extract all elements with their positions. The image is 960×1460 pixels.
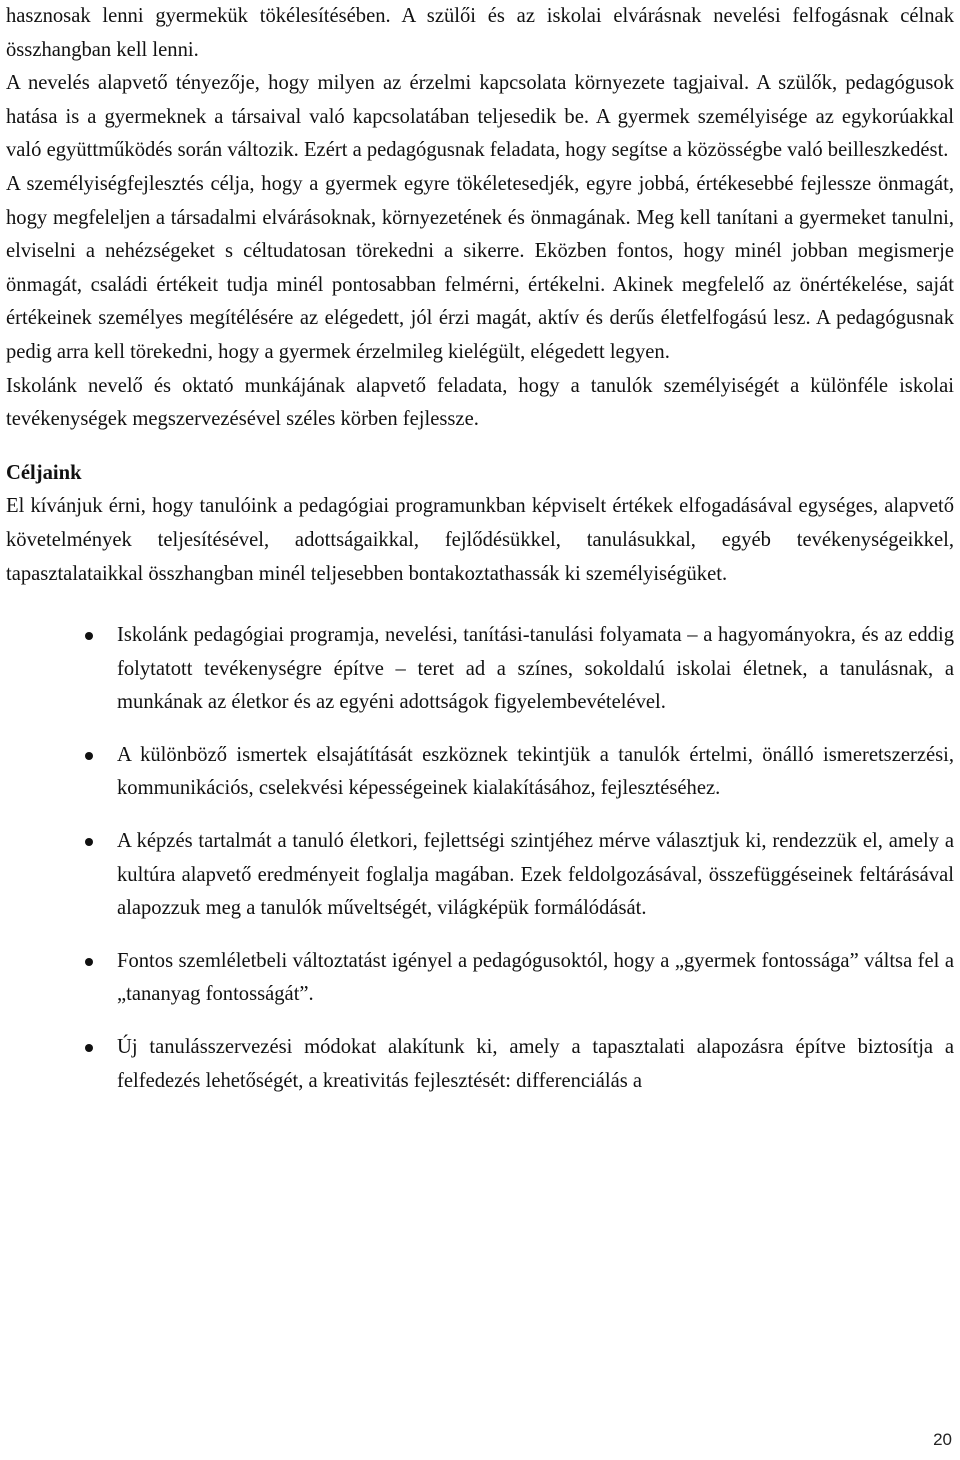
paragraph-intro-continuation: hasznosak lenni gyermekük tökélesítésében. A szülői és az iskolai elvárásnak nevelési felfogásnak célnak összhangban kell lenni. (6, 5, 954, 61)
list-item (6, 825, 954, 926)
list-item-text: A különböző ismertek elsajátítását eszköznek tekintjük a tanulók értelmi, önálló ismeretszerzési, kommunikációs, cselekvési képességeinek kialakításához, fejlesztéséhez. (117, 743, 954, 800)
list-item-text: Új tanulásszervezési módokat alakítunk ki, amely a tapasztalati alapozásra építve biztosítja a felfedezés lehetőségét, a kreativitás fejlesztését: differenciálás a (117, 1036, 954, 1092)
list-item (6, 1031, 954, 1098)
list-item (6, 619, 954, 720)
section-heading: Céljaink (6, 461, 82, 484)
goals-bullet-list (6, 619, 954, 1098)
bullet-icon (85, 838, 93, 846)
list-item (6, 739, 954, 806)
document-page (6, 0, 954, 1098)
bullet-icon (85, 752, 93, 760)
paragraph-emotional-relations: A nevelés alapvető tényezője, hogy milyen az érzelmi kapcsolata környezete tagjaival. A szülők, pedagógusok hatása is a gyermeknek a társaival való kapcsolatában teljesedik be. A gyermek személyisége az egykorúakkal való együttműködés során változik. Ezért a pedagógusnak feladata, hogy segítse a közösségbe való beilleszkedést. (6, 72, 954, 162)
bullet-icon (85, 632, 93, 640)
list-item-text: Fontos szemléletbeli változtatást igényel a pedagógusoktól, hogy a „gyermek fontossága” váltsa fel a „tananyag fontosságát”. (117, 949, 954, 1006)
list-item-text: A képzés tartalmát a tanuló életkori, fejlettségi szintjéhez mérve választjuk ki, rendezzük el, amely a kultúra alapvető eredményeit foglalja magában. Ezek feldolgozásával, összefüggéseinek feltárásával alapozzuk meg a tanulók műveltségét, világképük formálódását. (117, 830, 954, 920)
list-item-text: Iskolánk pedagógiai programja, nevelési, tanítási-tanulási folyamata – a hagyományokra, és az eddig folytatott tevékenységre építve – teret ad a színes, sokoldalú iskolai életnek, a tanulásnak, a munkának az életkor és az egyéni adottságok figyelembevételével. (117, 624, 954, 714)
paragraph-school-task: Iskolánk nevelő és oktató munkájának alapvető feladata, hogy a tanulók személyiségét a különféle iskolai tevékenységek megszervezésével széles körben fejlessze. (6, 374, 954, 431)
bullet-icon (85, 1044, 93, 1052)
paragraph-personality-development: A személyiségfejlesztés célja, hogy a gyermek egyre tökéletesedjék, egyre jobbá, értékesebbé fejlessze önmagát, hogy megfeleljen a társadalmi elvárásoknak, környezetének és önmagának. Meg kell tanítani a gyermeket tanulni, elviselni a nehézségeket s céltudatosan törekedni a sikerre. Eközben fontos, hogy minél jobban megismerje önmagát, családi értékeit tudja minél pontosabban felmérni, értékelni. Akinek megfelelő az önértékelése, saját értékeinek személyes megítélésére az elégedett, jól érzi magát, aktív és derűs életfelfogású lesz. A pedagógusnak pedig arra kell törekedni, hogy a gyermek érzelmileg kielégült, elégedett legyen. (6, 172, 954, 363)
list-item (6, 945, 954, 1012)
page-number: 20 (933, 1430, 952, 1449)
paragraph-goals: El kívánjuk érni, hogy tanulóink a pedagógiai programunkban képviselt értékek elfogadásával egységes, alapvető követelmények teljesítésével, adottságaikkal, fejlődésükkel, tanulásukkal, egyéb tevékenységeikkel, tapasztalataikkal összhangban minél teljesebben bontakoztathassák ki személyiségüket. (6, 495, 954, 585)
bullet-icon (85, 958, 93, 966)
